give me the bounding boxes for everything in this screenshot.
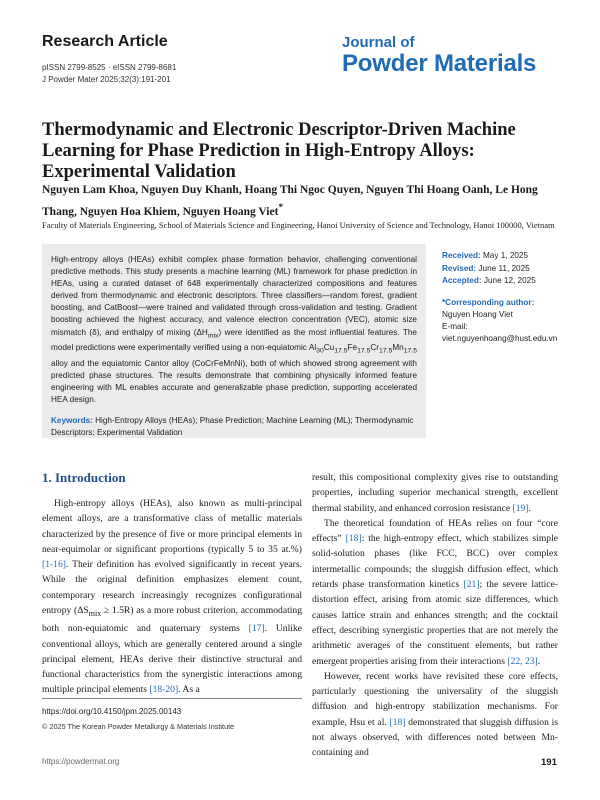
body-paragraph: The theoretical foundation of HEAs relies on four “core effects” [18]: the high-entropy effect, which stabilizes simple solid-solution phases (like FCC, BCC) over complex intermetallic compounds; the sluggish diffusion effect, which retards phase transformation kinetics [21]; the severe lattice-distortion effect, arising from atomic size differences, which causes lattice strain and enhances strength; and the cocktail effect, describing synergistic properties that are not merely the arithmetic averages of the constituent elements, but rather emergent properties arising from their interactions [22, 23]. [312, 517, 559, 667]
citation-link[interactable]: [18] [389, 716, 406, 728]
page-number: 191 [541, 757, 557, 768]
author-list [42, 182, 562, 221]
journal-url[interactable]: https://powdermat.org [42, 757, 120, 766]
corresponding-mark: * [278, 202, 284, 213]
citation-link[interactable]: [17] [248, 623, 265, 635]
corresponding-email[interactable]: E-mail: viet.nguyenhoang@hust.edu.vn [442, 322, 558, 343]
issn-line: pISSN 2799-8525 · eISSN 2799-8681 [42, 63, 177, 72]
abstract-text: High-entropy alloys (HEAs) exhibit complex phase formation behavior, challenging conventional predictive methods. This study presents a machine learning (ML) framework for phase prediction in HEAs, using a curated dataset of 648 experimentally characterized compositions and features derived from thermodynamic and electronic descriptors. Three classifiers—random forest, gradient boosting, and CatBoost—were trained and validated through cross-validation and testing. Gradient boosting achieved the highest accuracy, and valence electron concentration (VEC), atomic size mismatch (δ), and enthalpy of mixing $(\Delta H_{mix})$ were identified as the most influential features. The model predictions were experimentally verified using a non-equiatomic $Al_{30}Cu_{17.5}Fe_{17.5}Cr_{17.5}Mn_{17.5}$ alloy and the equiatomic Cantor alloy (CoCrFeMnNi), both of which showed strong agreement with predicted phase structures. The results demonstrate that combining physically informed feature engineering with ML enables accurate and generalizable phase prediction, supporting accelerated HEA design. [51, 255, 417, 405]
citation-link[interactable]: [22, 23] [507, 655, 538, 667]
corresponding-label: *Corresponding author: [442, 298, 535, 307]
right-column [312, 470, 558, 761]
accepted-date: Accepted: June 12, 2025 [442, 276, 536, 285]
body-paragraph: result, this compositional complexity gives rise to outstanding properties, including superior mechanical strength, excellent thermal stability, and enhanced corrosion resistance [19]. [312, 472, 558, 514]
issn-block [42, 62, 176, 86]
body-paragraph: However, recent works have revisited these core effects, particularly questioning the universality of the sluggish diffusion and high-entropy stabilization mechanisms. For example, Hsu et al. [18] demonstrated that sluggish diffusion is not always observed, with differences noted between Mn-containing and [312, 670, 558, 759]
abstract-box [42, 244, 426, 438]
corresponding-author [442, 297, 562, 345]
intro-paragraph: High-entropy alloys (HEAs), also known as multi-principal element alloys, are a transformative class of metallic materials characterized by the presence of five or more principal elements in near-equimolar or significant proportions (typically 5 to 35 at.%) [1-16]. Their definition has evolved significantly in recent years. While the original definition emphasizes element count, contemporary research increasingly recognizes configurational entropy $(\Delta S_{mix} \ge 1.5R)$ as a more robust criterion, accommodating both non-equiatomic and quaternary systems [17]. Unlike conventional alloys, which are generally centered around a single principal element, HEAs derive their distinctive structural and functional characteristics from the synergistic interactions among multiple principal elements [18-20]. As a [42, 498, 303, 696]
article-dates [442, 250, 536, 288]
article-type: Research Article [42, 33, 168, 50]
copyright-notice: © 2025 The Korean Powder Metallurgy & Materials Institute [42, 722, 235, 731]
affiliation: Faculty of Materials Engineering, School of Materials Science and Engineering, Hanoi University of Science and Technology, Hanoi 100000, Vietnam [42, 220, 555, 230]
citation-link[interactable]: [19] [512, 502, 529, 514]
journal-name: Powder Materials [342, 50, 537, 77]
citation-line: J Powder Mater 2025;32(3):191-201 [42, 75, 171, 84]
corresponding-name: Nguyen Hoang Viet [442, 310, 513, 319]
citation-link[interactable]: [18-20] [149, 684, 179, 696]
article-title: Thermodynamic and Electronic Descriptor-Driven Machine Learning for Phase Prediction in High-Entropy Alloys: Experimental Validation [42, 120, 516, 182]
citation-link[interactable]: [1-16] [42, 559, 66, 571]
received-date: Received: May 1, 2025 [442, 251, 529, 260]
revised-date: Revised: June 11, 2025 [442, 263, 530, 273]
doi-link[interactable]: https://doi.org/10.4150/jpm.2025.00143 [42, 707, 182, 716]
keywords-text: High-Entropy Alloys (HEAs); Phase Prediction; Machine Learning (ML); Thermodynamic Descriptors; Experimental Validation [51, 416, 414, 438]
citation-link[interactable]: [21] [463, 579, 480, 591]
citation-link[interactable]: [18] [345, 533, 362, 545]
section-heading: 1. Introduction [42, 470, 126, 485]
keywords [51, 415, 417, 439]
keywords-label: Keywords: [51, 416, 93, 426]
footnote-divider [42, 698, 302, 699]
authors-text: Nguyen Lam Khoa, Nguyen Duy Khanh, Hoang Thi Ngoc Quyen, Nguyen Thi Hoang Oanh, Le Hong Thang, Nguyen Hoa Khiem, Nguyen Hoang Viet [42, 184, 538, 218]
left-column [42, 470, 302, 698]
journal-of-label: Journal of [342, 34, 415, 51]
